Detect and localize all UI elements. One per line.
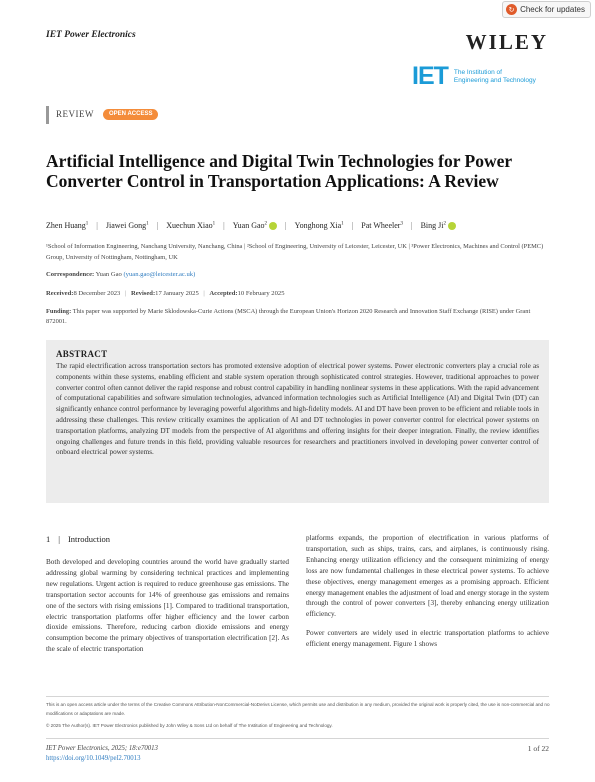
iet-logo-mark: IET (412, 62, 448, 90)
citation-footer: IET Power Electronics, 2025; 18:e70013 https://doi.org/10.1049/pel2.70013 (46, 745, 158, 762)
author-separator: | (223, 221, 225, 231)
journal-name: IET Power Electronics (46, 30, 136, 40)
author-name[interactable]: Yonghong Xia$^1$ (294, 221, 344, 231)
body-paragraph: Both developed and developing countries around the world have gradually started addressing global warming by considering technical practices and implementing new regulations. Urgent action is required to reduce greenhouse gas emissions. The transportation sector accounts for 14% of greenhouse gas emissions and remains one of the sectors with rising emissions [1]. Compared to traditional transportation, electric transportation platforms offer higher efficiency and the lower carbon dioxide emissions. Therefore, reducing carbon dioxide emissions and energy consumption become the primary objectives of transportation electrification [2]. As the scale of electric transportation (46, 558, 289, 654)
author-name[interactable]: Yuan Gao$^2$ (233, 221, 277, 230)
body-paragraph: platforms expands, the proportion of electrification in various platforms of transportation, such as ships, trains, cars, and airplanes, is continuously rising. Enhancing energy utilization efficiency and the consequent minimizing of energy loss are now fundamental challenges in these electrical power systems. To achieve these objectives, energy management emerges as a promising approach. Efficient energy management enables the adjustment of load and energy storage in the system through the control of power converters [3], thereby enhancing energy utilization efficiency. (306, 534, 549, 619)
footnote-rule (46, 696, 549, 697)
abstract-text: The rapid electrification across transportation sectors has promoted extensive adoption of electrical power systems. Power electronic converters play a crucial role as components within these systems, enabling efficient and stable system operation through sophisticated control strategies. However, traditional approaches to power converter control often cannot deliver the rapid response and robust control capability in handling nonlinear systems in these applications. With the rapid advancement of computational capabilities and software simulation technologies, advanced information technologies such as Artificial Intelligence (AI) and Digital Twin (DT) can significantly enhance control performance by leveraging powerful algorithms and high-fidelity models. AI and DT have been proven to be efficient and reliable tools in addressing these challenges. This review critically examines the application of AI and DT technologies in power converter control for electrical power systems on transportation platforms, analyzing DT models from the perspective of AI algorithms and offering insights for their deeper integration. Finally, the review identifies ongoing challenges and future trends in this field, providing valuable resources for researchers and practitioners involved in developing power converter control of onboard electrical power systems. (56, 362, 539, 457)
correspondence: Correspondence: Yuan Gao (yuan.gao@leicester.ac.uk) (46, 271, 196, 278)
doi-link[interactable]: https://doi.org/10.1049/pel2.70013 (46, 755, 141, 762)
author-separator: | (156, 221, 159, 231)
open-access-badge: OPEN ACCESS (103, 109, 158, 120)
body-column-left (46, 557, 289, 655)
author-name[interactable]: Xuechun Xiao$^1$ (166, 221, 216, 231)
license-footnote: This is an open access article under the terms of the Creative Commons Attribution-NonCommercial-NoDerivs License, which permits use and distribution in any medium, provided the original work is properly cited, the use is non-commercial and no modifications or adaptations are made. (46, 702, 550, 716)
orcid-icon[interactable] (269, 222, 277, 230)
author-name[interactable]: Bing Ji$^2$ (421, 221, 456, 230)
author-separator: | (96, 221, 98, 231)
funding-statement: Funding: This paper was supported by Marie Sklodowska-Curie Actions (MSCA) through the European Union's Horizon 2020 Research and Innovation Staff Exchange (RISE) under Grant 872001. (46, 308, 531, 325)
iet-logo (412, 64, 536, 89)
author-separator: | (410, 221, 413, 231)
author-name[interactable]: Pat Wheeler$^3$ (361, 221, 403, 231)
orcid-icon[interactable] (448, 222, 456, 230)
article-title: Artificial Intelligence and Digital Twin Technologies for Power Converter Control in Transportation Applications: A Review (46, 151, 512, 191)
author-name[interactable]: Jiawei Gong$^1$ (105, 221, 149, 231)
body-column-right (306, 533, 549, 650)
article-type-bar (46, 106, 49, 124)
article-type: REVIEW (56, 109, 94, 119)
publisher-logo: WILEY (465, 30, 548, 54)
iet-logo-text: The Institution of Engineering and Technology (453, 68, 536, 84)
affiliations: ¹School of Information Engineering, Nanchang University, Nanchang, China | ²School of Engineering, University of Leicester, Leicester, UK | ³Power Electronics, Machines and Control (PEMC) Group, University of Nottingham, Nottingham, UK (46, 243, 544, 261)
author-name[interactable]: Zhen Huang$^1$ (46, 221, 89, 231)
copyright-footnote: © 2025 The Author(s). IET Power Electronics published by John Wiley & Sons Ltd on behalf of The Institution of Engineering and Technology. (46, 723, 333, 728)
footer-rule (46, 738, 549, 739)
body-paragraph: Power converters are widely used in electric transportation platforms to achieve efficient energy management. Figure 1 shows (306, 629, 549, 649)
refresh-icon: ↻ (506, 4, 517, 15)
section-heading: 1 | Introduction (46, 534, 110, 544)
correspondence-email-link[interactable]: (yuan.gao@leicester.ac.uk) (123, 271, 196, 278)
author-list (46, 221, 556, 230)
page-number: 1 of 22 (527, 744, 549, 753)
check-for-updates-label: Check for updates (520, 5, 585, 14)
abstract-heading: ABSTRACT (56, 349, 108, 359)
author-separator: | (351, 221, 354, 231)
article-dates: Received:8 December 2023 | Revised:17 January 2025 | Accepted:10 February 2025 (46, 290, 285, 297)
check-for-updates-button[interactable] (502, 1, 591, 18)
author-separator: | (285, 221, 287, 231)
